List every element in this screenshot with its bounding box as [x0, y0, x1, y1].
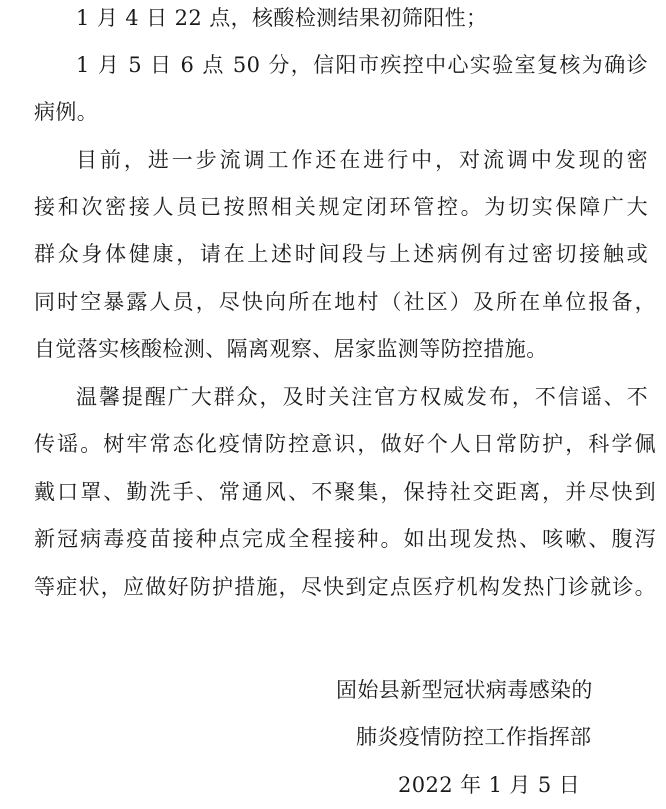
paragraph-line: 病例。 [34, 100, 99, 124]
paragraph-line: 同时空暴露人员，尽快向所在地村（社区）及所在单位报备， [34, 290, 656, 314]
signature-org-line2: 肺炎疫情防控工作指挥部 [356, 725, 592, 749]
paragraph-line: 传谣。树牢常态化疫情防控意识，做好个人日常防护，科学佩 [34, 432, 656, 456]
paragraph-line: 目前，进一步流调工作还在进行中，对流调中发现的密 [76, 148, 648, 172]
paragraph-line: 自觉落实核酸检测、隔离观察、居家监测等防控措施。 [34, 337, 548, 361]
paragraph-line: 1 月 4 日 22 点，核酸检测结果初筛阳性； [76, 6, 488, 30]
paragraph-line: 戴口罩、勤洗手、常通风、不聚集，保持社交距离，并尽快到 [34, 480, 656, 504]
paragraph-line: 1 月 5 日 6 点 50 分，信阳市疾控中心实验室复核为确诊 [76, 53, 648, 77]
paragraph-line: 新冠病毒疫苗接种点完成全程接种。如出现发热、咳嗽、腹泻 [34, 527, 656, 551]
paragraph-line: 群众身体健康，请在上述时间段与上述病例有过密切接触或 [34, 242, 648, 266]
signature-org-line1: 固始县新型冠状病毒感染的 [336, 678, 593, 702]
paragraph-line: 等症状，应做好防护措施，尽快到定点医疗机构发热门诊就诊。 [34, 575, 656, 599]
signature-date: 2022 年 1 月 5 日 [398, 773, 581, 797]
paragraph-line: 温馨提醒广大群众，及时关注官方权威发布，不信谣、不 [76, 385, 648, 409]
paragraph-line: 接和次密接人员已按照相关规定闭环管控。为切实保障广大 [34, 195, 648, 219]
